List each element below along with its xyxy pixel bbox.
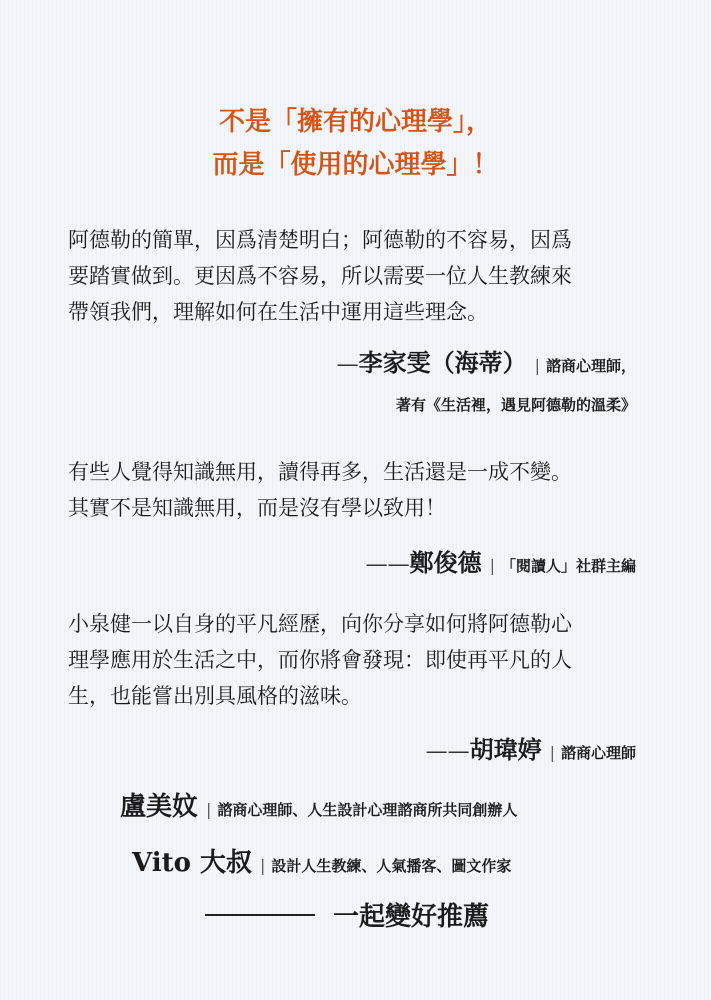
- recommender: [132, 842, 511, 879]
- recommender: [120, 786, 517, 823]
- quote-2-attribution: [366, 543, 636, 578]
- quote-1-role: 諮商心理師，: [545, 357, 636, 375]
- closing-recommendation: [205, 896, 489, 933]
- quote-3-line: 理學應用於生活之中，而你將會發現：即使再平凡的人: [68, 648, 572, 672]
- headline-line-2: 而是「使用的心理學」！: [212, 150, 499, 180]
- closing-text: 一起變好推薦: [333, 902, 490, 932]
- attribution-separator: |: [489, 556, 495, 575]
- closing-rule: [205, 914, 315, 916]
- recommender-role: 設計人生教練、人氣播客、圖文作家: [271, 857, 512, 875]
- quote-2-author: 鄭俊德: [409, 548, 482, 577]
- quote-1-attribution: [337, 343, 636, 378]
- attribution-dash: —: [336, 352, 359, 377]
- recommender-role: 諮商心理師、人生設計心理諮商所共同創辦人: [217, 801, 518, 819]
- quote-2-text: [68, 454, 648, 526]
- quote-3-attribution: [426, 730, 636, 765]
- attribution-separator: |: [534, 356, 540, 375]
- quote-1-line: 帶領我們，理解如何在生活中運用這些理念。: [68, 300, 488, 324]
- quote-3-line: 生，也能嘗出別具風格的滋味。: [68, 684, 362, 708]
- quote-1-line: 要踏實做到。更因爲不容易，所以需要一位人生教練來: [68, 264, 572, 288]
- quote-2-line: 其實不是知識無用，而是沒有學以致用！: [68, 496, 446, 520]
- attribution-separator: |: [549, 743, 555, 762]
- recommender-name: 盧美妏: [120, 792, 199, 822]
- attribution-dash: ——: [425, 739, 470, 764]
- headline-line-1: 不是「擁有的心理學」，: [218, 107, 492, 137]
- quote-3-line: 小泉健一以自身的平凡經歷，向你分享如何將阿德勒心: [68, 612, 572, 636]
- quote-1-line: 阿德勒的簡單，因爲清楚明白；阿德勒的不容易，因爲: [68, 228, 572, 252]
- quote-3-author: 胡瑋婷: [469, 735, 542, 764]
- attribution-separator: |: [206, 800, 212, 819]
- quote-1-author: 李家雯（海蒂）: [358, 348, 527, 377]
- quote-1-text: [68, 222, 648, 330]
- recommender-name: Vito 大叔: [132, 848, 252, 878]
- quote-2-line: 有些人覺得知識無用，讀得再多，生活還是一成不變。: [68, 460, 572, 484]
- attribution-separator: |: [260, 856, 266, 875]
- quote-3-role: 諮商心理師: [560, 744, 636, 762]
- quote-1-note: 著有《生活裡，遇見阿德勒的溫柔》: [395, 396, 636, 414]
- quote-2-role: 「閱讀人」社群主編: [500, 557, 636, 575]
- attribution-dash: ——: [365, 552, 410, 577]
- quote-3-text: [68, 606, 648, 714]
